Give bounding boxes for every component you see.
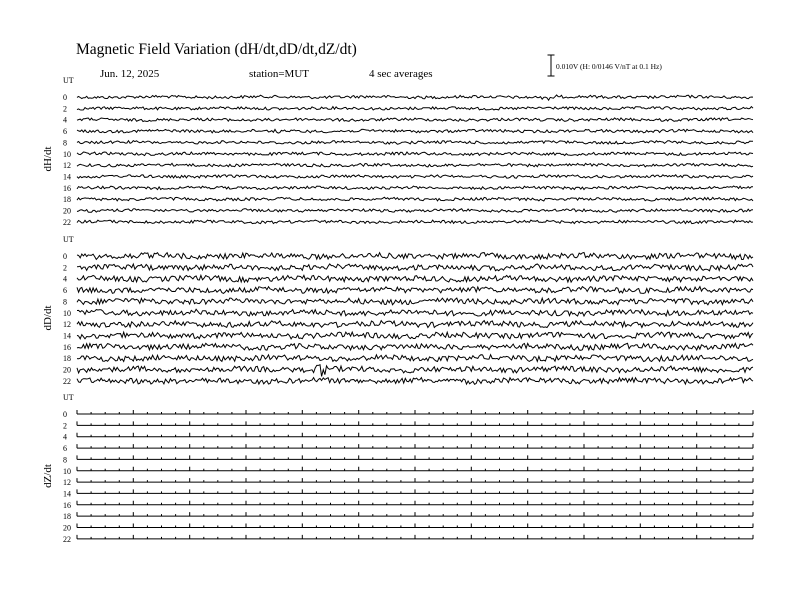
hour-tick-label: 18 xyxy=(63,512,71,522)
hour-tick-label: 22 xyxy=(63,376,71,386)
trace-row xyxy=(77,478,753,482)
trace-row xyxy=(77,264,753,271)
trace-row xyxy=(77,524,753,528)
trace-row xyxy=(77,197,753,201)
trace-row xyxy=(77,175,753,178)
hour-tick-label: 4 xyxy=(63,274,67,284)
hour-tick-label: 8 xyxy=(63,297,67,307)
date-label: Jun. 12, 2025 xyxy=(100,68,160,80)
component-label: dD/dt xyxy=(42,305,54,331)
hour-tick-label: 18 xyxy=(63,354,71,364)
trace-row xyxy=(77,355,753,362)
trace-row xyxy=(77,467,753,471)
trace-row xyxy=(77,321,753,328)
trace-row xyxy=(77,298,753,305)
hour-tick-label: 22 xyxy=(63,217,71,227)
hour-tick-label: 6 xyxy=(63,444,67,454)
trace-row xyxy=(77,455,753,459)
panel-dH-dt xyxy=(42,76,753,227)
hour-tick-label: 4 xyxy=(63,115,67,125)
hour-tick-label: 6 xyxy=(63,286,67,296)
trace-row xyxy=(77,129,753,133)
hour-tick-label: 2 xyxy=(63,421,67,431)
chart-title: Magnetic Field Variation (dH/dt,dD/dt,dZ/dt) xyxy=(76,41,357,58)
trace-row xyxy=(77,410,753,414)
hour-tick-label: 8 xyxy=(63,138,67,148)
trace-row xyxy=(77,512,753,516)
hour-tick-label: 0 xyxy=(63,93,67,102)
trace-row xyxy=(77,253,753,260)
hour-tick-label: 22 xyxy=(63,534,71,544)
hour-tick-label: 0 xyxy=(63,410,67,419)
hour-tick-label: 8 xyxy=(63,455,67,465)
trace-row xyxy=(77,433,753,437)
hour-tick-label: 10 xyxy=(63,308,71,318)
trace-row xyxy=(77,275,753,282)
station-label: station=MUT xyxy=(249,68,309,80)
panel-dZ-dt xyxy=(42,393,753,544)
hour-tick-label: 20 xyxy=(63,523,71,533)
scale-bar xyxy=(548,55,555,76)
trace-row xyxy=(77,163,753,167)
hour-tick-label: 12 xyxy=(63,161,71,171)
trace-row xyxy=(77,309,753,316)
trace-row xyxy=(77,141,753,145)
time-axis-label: UT xyxy=(63,235,74,244)
hour-tick-label: 2 xyxy=(63,104,67,114)
hour-tick-label: 14 xyxy=(63,172,71,182)
trace-row xyxy=(77,444,753,448)
trace-row xyxy=(77,501,753,505)
hour-tick-label: 16 xyxy=(63,500,71,510)
trace-row xyxy=(77,186,753,190)
hour-tick-label: 12 xyxy=(63,478,71,488)
hour-tick-label: 6 xyxy=(63,127,67,137)
trace-row xyxy=(77,287,753,294)
time-axis-label: UT xyxy=(63,393,74,402)
hour-tick-label: 2 xyxy=(63,263,67,273)
hour-tick-label: 0 xyxy=(63,252,67,261)
hour-tick-label: 14 xyxy=(63,489,71,499)
trace-row xyxy=(77,118,753,122)
hour-tick-label: 10 xyxy=(63,149,71,159)
hour-tick-label: 14 xyxy=(63,331,71,341)
trace-row xyxy=(77,220,753,224)
averaging-label: 4 sec averages xyxy=(369,68,433,80)
trace-row xyxy=(77,107,753,111)
trace-row xyxy=(77,343,753,350)
hour-tick-label: 4 xyxy=(63,432,67,442)
trace-row xyxy=(77,95,753,100)
trace-row xyxy=(77,378,753,385)
time-axis-label: UT xyxy=(63,76,74,85)
trace-row xyxy=(77,535,753,539)
component-label: dH/dt xyxy=(42,146,54,172)
hour-tick-label: 10 xyxy=(63,466,71,476)
hour-tick-label: 20 xyxy=(63,365,71,375)
trace-row xyxy=(77,365,753,377)
trace-row xyxy=(77,152,753,156)
hour-tick-label: 16 xyxy=(63,342,71,352)
panel-dD-dt xyxy=(42,235,753,386)
hour-tick-label: 16 xyxy=(63,183,71,193)
hour-tick-label: 18 xyxy=(63,195,71,205)
component-label: dZ/dt xyxy=(42,464,54,488)
trace-row xyxy=(77,421,753,425)
scale-bar-label: 0.010V (H: 0/0146 V/nT at 0.1 Hz) xyxy=(556,62,662,71)
trace-row xyxy=(77,332,753,339)
trace-row xyxy=(77,209,753,213)
hour-tick-label: 12 xyxy=(63,320,71,330)
hour-tick-label: 20 xyxy=(63,206,71,216)
trace-row xyxy=(77,489,753,493)
